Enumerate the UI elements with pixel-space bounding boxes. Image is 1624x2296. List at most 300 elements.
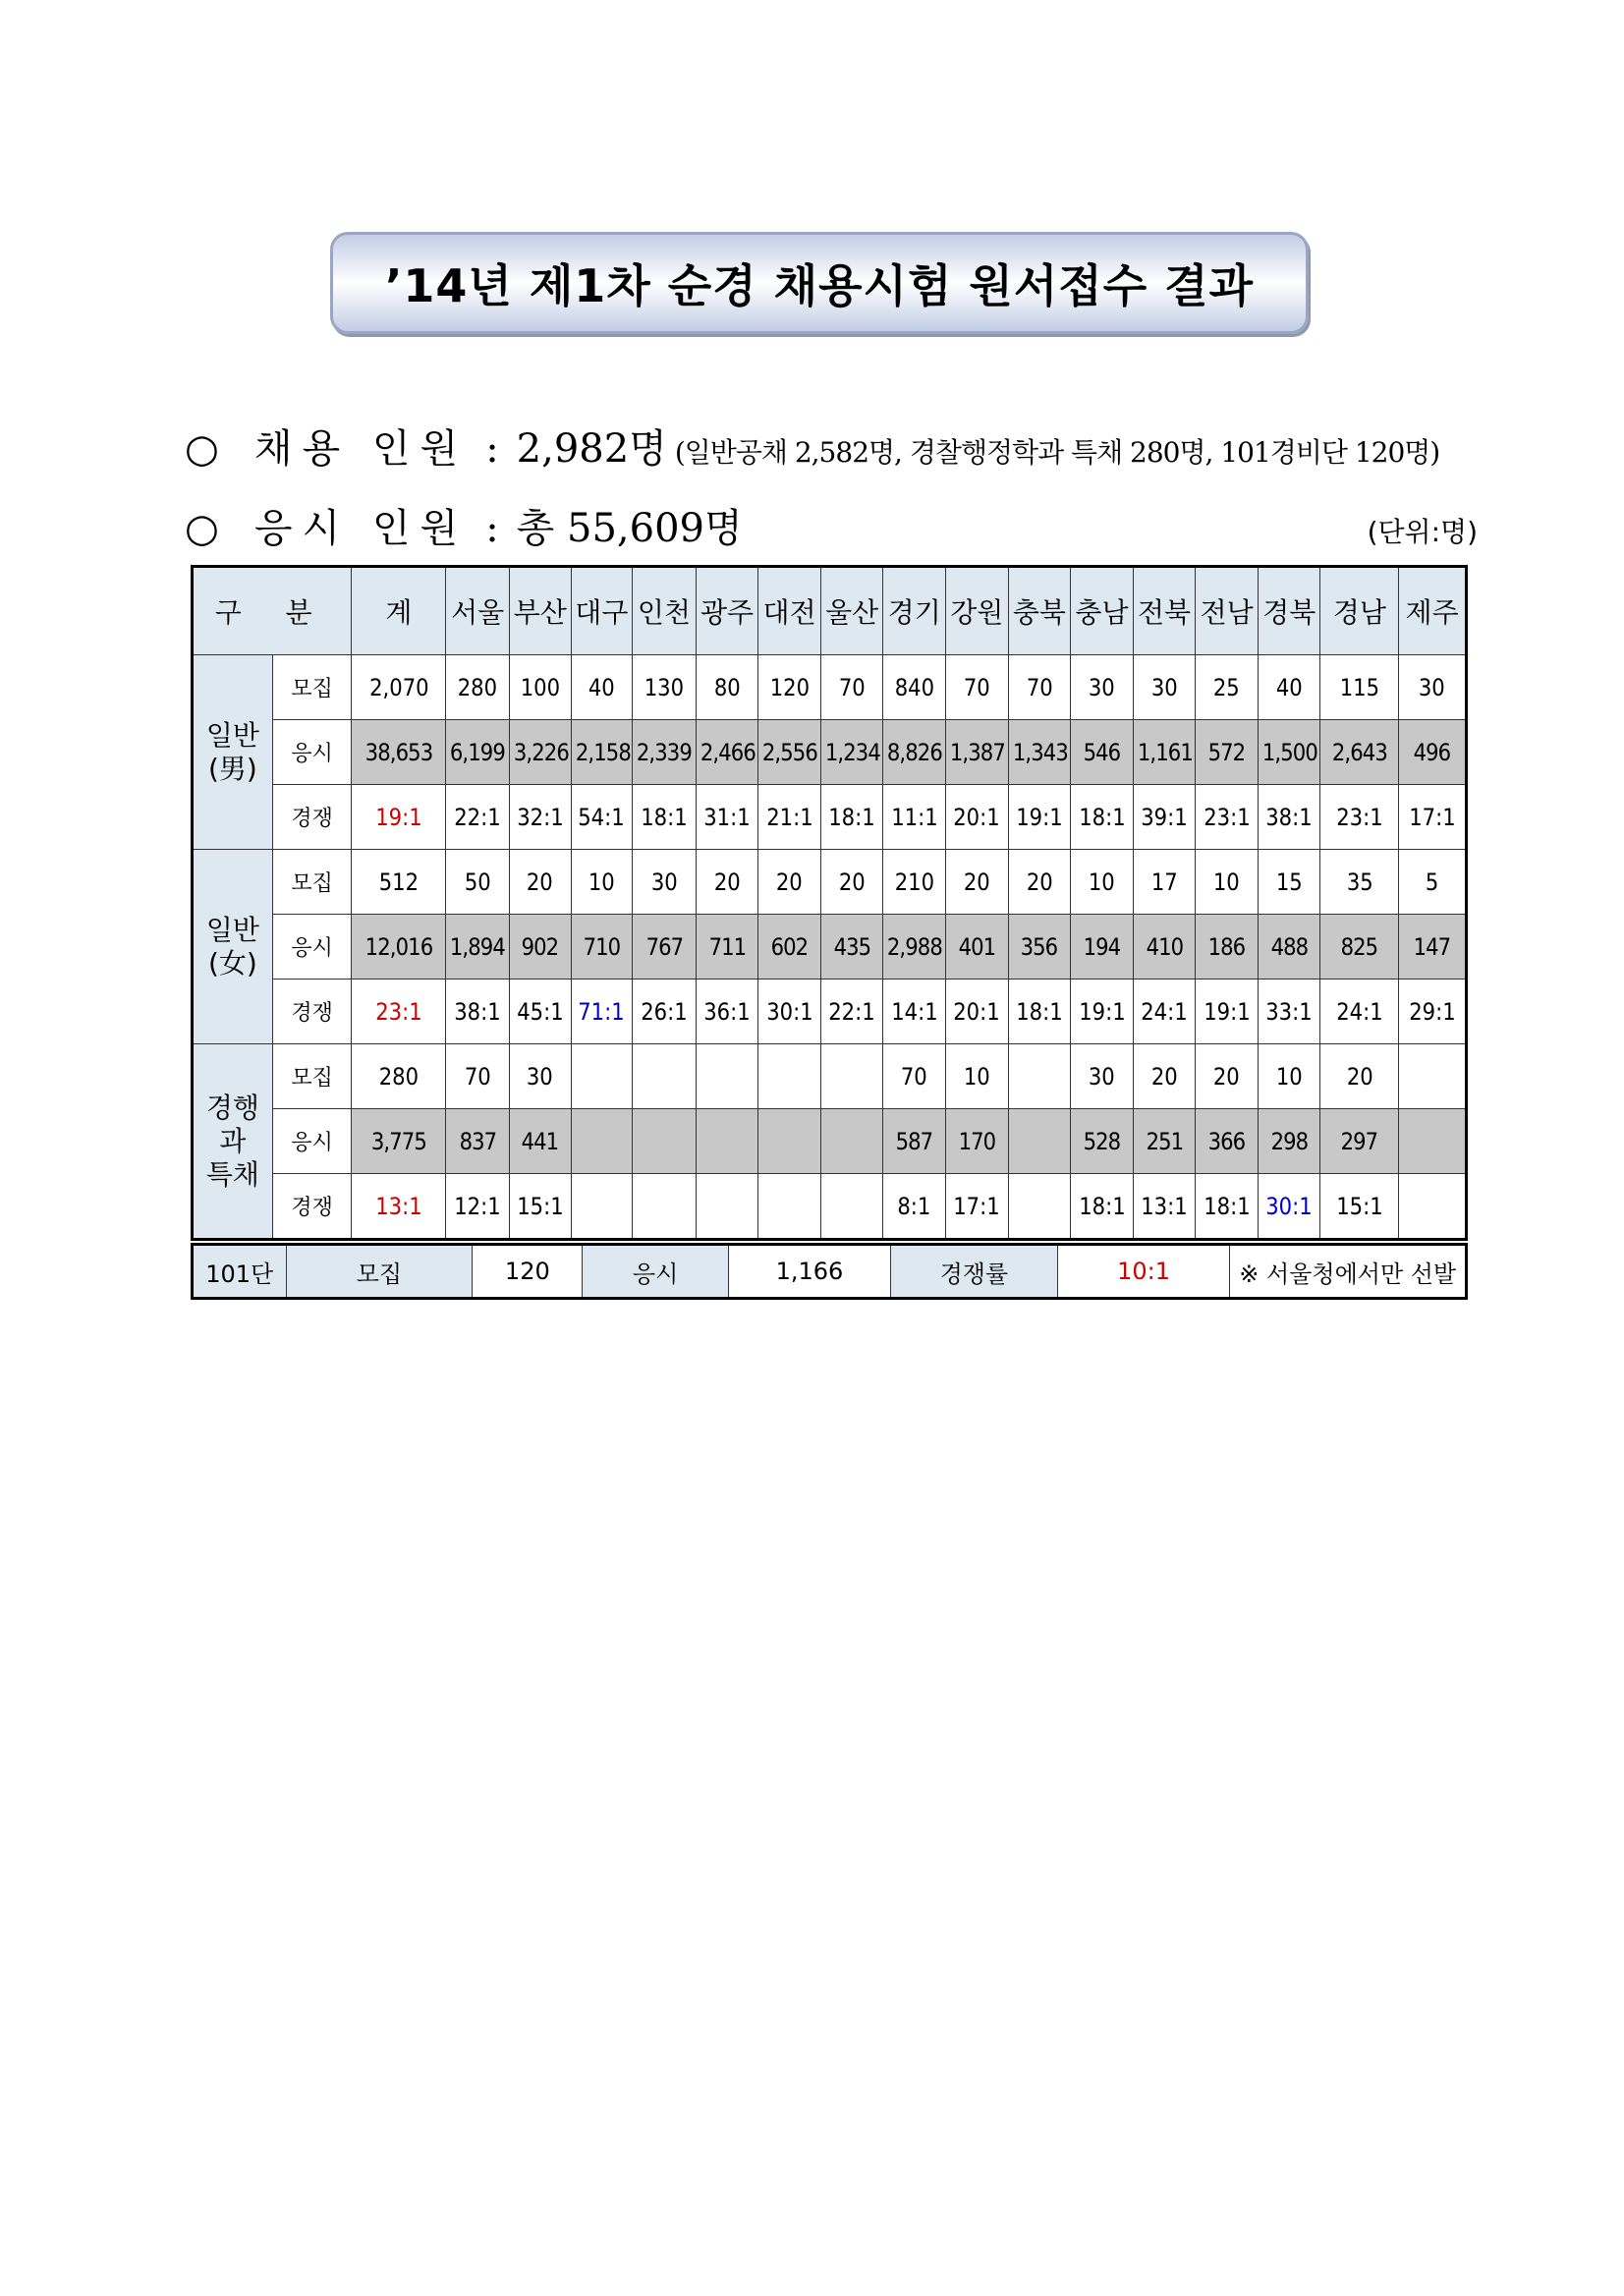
cell-value: 210 xyxy=(894,868,934,896)
cell-recruit xyxy=(1071,1044,1134,1109)
cell-recruit xyxy=(1008,1044,1071,1109)
unit-101-row xyxy=(193,1245,1467,1299)
hire-detail: (일반공채 2,582명, 경찰행정학과 특채 280명, 101경비단 120명) xyxy=(674,436,1440,469)
apply-value: 총 55,609명 xyxy=(516,506,743,551)
cell-recruit xyxy=(571,655,633,720)
cell-recruit xyxy=(758,655,821,720)
header-region: 인천 xyxy=(633,567,697,655)
cell-apply xyxy=(758,1109,821,1174)
cell-ratio xyxy=(1258,980,1320,1044)
group-label: 일반 (男) xyxy=(193,655,273,850)
cell-recruit xyxy=(446,655,510,720)
cell-value: 17:1 xyxy=(1408,803,1456,831)
cell-value: 840 xyxy=(894,673,934,701)
cell-ratio xyxy=(1071,785,1134,850)
cell-recruit xyxy=(1399,1044,1467,1109)
cell-value: 825 xyxy=(1341,932,1378,961)
cell-apply xyxy=(633,915,697,980)
cell-value: 14:1 xyxy=(891,997,938,1026)
cell-apply xyxy=(1008,720,1071,785)
cell-recruit xyxy=(696,850,758,915)
cell-value: 18:1 xyxy=(1016,997,1063,1026)
header-region: 경남 xyxy=(1320,567,1399,655)
cell-value: 70 xyxy=(963,673,990,701)
cell-value: 6,199 xyxy=(450,738,506,766)
cell-value: 33:1 xyxy=(1265,997,1313,1026)
cell-ratio xyxy=(571,785,633,850)
cell-value: 13:1 xyxy=(375,1192,422,1220)
cell-value: 1,894 xyxy=(450,932,506,961)
cell-recruit xyxy=(571,1044,633,1109)
cell-value: 572 xyxy=(1207,738,1246,766)
unit-101-apply-value: 1,166 xyxy=(728,1245,890,1299)
header-region: 강원 xyxy=(946,567,1009,655)
cell-value: 70 xyxy=(1026,673,1053,701)
cell-apply xyxy=(1133,915,1196,980)
cell-apply xyxy=(1399,720,1467,785)
cell-ratio xyxy=(633,1174,697,1240)
cell-value: 20 xyxy=(713,868,741,896)
title-banner xyxy=(330,232,1309,334)
cell-ratio xyxy=(446,1174,510,1240)
table-row xyxy=(193,1109,1467,1174)
unit-101-recruit-value: 120 xyxy=(473,1245,583,1299)
cell-value: 12:1 xyxy=(454,1192,501,1220)
cell-value: 100 xyxy=(520,673,560,701)
header-region: 계 xyxy=(352,567,446,655)
cell-value: 546 xyxy=(1083,738,1121,766)
cell-ratio xyxy=(1196,1174,1259,1240)
cell-recruit xyxy=(633,655,697,720)
cell-recruit xyxy=(946,655,1009,720)
cell-value: 20 xyxy=(963,868,990,896)
cell-value: 251 xyxy=(1146,1127,1183,1155)
cell-recruit xyxy=(352,850,446,915)
cell-value: 20:1 xyxy=(953,803,1001,831)
cell-ratio xyxy=(883,785,946,850)
cell-ratio xyxy=(820,980,883,1044)
cell-apply xyxy=(509,720,571,785)
row-type-label: 경쟁 xyxy=(272,980,352,1044)
cell-apply xyxy=(696,720,758,785)
cell-value: 1,500 xyxy=(1261,738,1317,766)
cell-value: 2,988 xyxy=(887,932,943,961)
cell-value: 21:1 xyxy=(765,803,813,831)
cell-value: 10 xyxy=(588,868,615,896)
table-row xyxy=(193,1044,1467,1109)
cell-value: 5 xyxy=(1425,868,1439,896)
cell-apply xyxy=(1133,720,1196,785)
cell-apply xyxy=(1071,720,1134,785)
header-region: 대구 xyxy=(571,567,633,655)
cell-ratio xyxy=(1196,785,1259,850)
cell-ratio xyxy=(509,1174,571,1240)
unit-101-recruit-label: 모집 xyxy=(286,1245,473,1299)
cell-apply xyxy=(946,1109,1009,1174)
cell-value: 435 xyxy=(833,932,870,961)
cell-ratio xyxy=(883,980,946,1044)
header-region: 제주 xyxy=(1399,567,1467,655)
cell-value: 19:1 xyxy=(375,803,422,831)
cell-apply xyxy=(352,720,446,785)
apply-colon: : xyxy=(485,506,499,551)
cell-value: 80 xyxy=(713,673,741,701)
cell-value: 366 xyxy=(1207,1127,1246,1155)
row-type-label: 응시 xyxy=(272,1109,352,1174)
cell-value: 2,466 xyxy=(700,738,756,766)
cell-apply xyxy=(820,1109,883,1174)
cell-value: 30:1 xyxy=(765,997,813,1026)
cell-ratio xyxy=(946,980,1009,1044)
cell-value: 30 xyxy=(527,1062,554,1091)
cell-value: 18:1 xyxy=(641,803,688,831)
bullet-circle-icon: ○ xyxy=(185,506,219,551)
cell-value: 837 xyxy=(459,1127,496,1155)
hire-colon: : xyxy=(485,426,499,472)
cell-apply xyxy=(509,915,571,980)
cell-value: 18:1 xyxy=(1078,1192,1126,1220)
cell-apply xyxy=(1258,1109,1320,1174)
cell-value: 602 xyxy=(770,932,809,961)
cell-value: 10 xyxy=(963,1062,990,1091)
cell-recruit xyxy=(696,655,758,720)
cell-value: 22:1 xyxy=(454,803,501,831)
cell-apply xyxy=(696,1109,758,1174)
cell-apply xyxy=(1071,1109,1134,1174)
cell-value: 29:1 xyxy=(1408,997,1456,1026)
header-region: 대전 xyxy=(758,567,821,655)
cell-recruit xyxy=(1196,655,1259,720)
cell-apply xyxy=(446,1109,510,1174)
cell-apply xyxy=(571,720,633,785)
cell-ratio xyxy=(1008,980,1071,1044)
page-title: ’14년 제1차 순경 채용시험 원서접수 결과 xyxy=(384,259,1255,312)
cell-ratio xyxy=(1133,785,1196,850)
header-region: 충남 xyxy=(1071,567,1134,655)
cell-value: 22:1 xyxy=(828,997,875,1026)
cell-value: 36:1 xyxy=(703,997,751,1026)
cell-value: 45:1 xyxy=(517,997,564,1026)
cell-apply xyxy=(758,915,821,980)
cell-recruit xyxy=(571,850,633,915)
cell-recruit xyxy=(758,1044,821,1109)
cell-recruit xyxy=(1320,655,1399,720)
cell-recruit xyxy=(1196,850,1259,915)
cell-value: 2,070 xyxy=(368,673,429,701)
cell-value: 35 xyxy=(1346,868,1373,896)
cell-recruit xyxy=(1133,850,1196,915)
table-row xyxy=(193,980,1467,1044)
cell-value: 2,643 xyxy=(1331,738,1387,766)
cell-value: 38:1 xyxy=(454,997,501,1026)
cell-apply xyxy=(1196,720,1259,785)
cell-value: 298 xyxy=(1270,1127,1309,1155)
cell-ratio xyxy=(1320,1174,1399,1240)
group-label: 경행과 특채 xyxy=(193,1044,273,1240)
cell-value: 18:1 xyxy=(1203,1192,1251,1220)
cell-value: 30 xyxy=(1089,673,1115,701)
cell-value: 15:1 xyxy=(517,1192,564,1220)
cell-ratio xyxy=(1399,785,1467,850)
cell-ratio xyxy=(1399,980,1467,1044)
cell-apply xyxy=(1008,1109,1071,1174)
cell-ratio xyxy=(446,785,510,850)
cell-value: 18:1 xyxy=(828,803,875,831)
cell-value: 54:1 xyxy=(578,803,626,831)
cell-value: 8,826 xyxy=(887,738,943,766)
cell-recruit xyxy=(509,850,571,915)
cell-ratio xyxy=(1399,1174,1467,1240)
cell-apply xyxy=(352,1109,446,1174)
cell-value: 40 xyxy=(588,673,615,701)
cell-ratio xyxy=(1258,1174,1320,1240)
apply-summary xyxy=(185,497,1478,552)
cell-apply xyxy=(1196,915,1259,980)
cell-value: 147 xyxy=(1413,932,1451,961)
cell-ratio xyxy=(1133,980,1196,1044)
cell-value: 13:1 xyxy=(1141,1192,1188,1220)
header-region: 서울 xyxy=(446,567,510,655)
cell-value: 3,775 xyxy=(370,1127,426,1155)
cell-recruit xyxy=(446,850,510,915)
header-region: 충북 xyxy=(1008,567,1071,655)
cell-value: 38,653 xyxy=(364,738,433,766)
cell-value: 32:1 xyxy=(517,803,564,831)
cell-recruit xyxy=(820,850,883,915)
cell-value: 12,016 xyxy=(364,932,433,961)
cell-ratio xyxy=(352,980,446,1044)
cell-recruit xyxy=(758,850,821,915)
bullet-circle-icon: ○ xyxy=(185,426,219,472)
cell-value: 902 xyxy=(521,932,559,961)
cell-apply xyxy=(1071,915,1134,980)
cell-value: 20 xyxy=(1346,1062,1373,1091)
cell-ratio xyxy=(820,785,883,850)
cell-value: 40 xyxy=(1275,673,1303,701)
cell-ratio xyxy=(1258,785,1320,850)
table-row xyxy=(193,720,1467,785)
row-type-label: 경쟁 xyxy=(272,1174,352,1240)
table-row xyxy=(193,915,1467,980)
cell-recruit xyxy=(1008,655,1071,720)
cell-recruit xyxy=(1258,1044,1320,1109)
header-region: 경기 xyxy=(883,567,946,655)
row-type-label: 응시 xyxy=(272,720,352,785)
cell-value: 70 xyxy=(901,1062,928,1091)
cell-value: 1,343 xyxy=(1012,738,1068,766)
cell-value: 17:1 xyxy=(953,1192,1001,1220)
cell-apply xyxy=(1258,720,1320,785)
cell-value: 20 xyxy=(1213,1062,1241,1091)
cell-value: 24:1 xyxy=(1336,997,1383,1026)
cell-apply xyxy=(883,1109,946,1174)
cell-value: 10 xyxy=(1275,1062,1303,1091)
cell-recruit xyxy=(352,655,446,720)
cell-value: 26:1 xyxy=(641,997,688,1026)
cell-value: 194 xyxy=(1083,932,1121,961)
cell-value: 70 xyxy=(838,673,866,701)
cell-value: 30 xyxy=(650,868,678,896)
cell-apply xyxy=(352,915,446,980)
cell-recruit xyxy=(1320,850,1399,915)
cell-apply xyxy=(1399,915,1467,980)
cell-ratio xyxy=(633,785,697,850)
cell-value: 1,234 xyxy=(824,738,880,766)
cell-apply xyxy=(1320,915,1399,980)
row-type-label: 모집 xyxy=(272,1044,352,1109)
apply-label: 응시 인원 xyxy=(253,506,469,551)
cell-value: 280 xyxy=(378,1062,420,1091)
cell-ratio xyxy=(352,785,446,850)
cell-ratio xyxy=(946,785,1009,850)
cell-value: 401 xyxy=(958,932,996,961)
cell-value: 71:1 xyxy=(578,997,626,1026)
cell-recruit xyxy=(1258,655,1320,720)
cell-value: 587 xyxy=(895,1127,933,1155)
cell-value: 30 xyxy=(1419,673,1446,701)
cell-apply xyxy=(509,1109,571,1174)
cell-recruit xyxy=(946,1044,1009,1109)
header-region: 경북 xyxy=(1258,567,1320,655)
cell-value: 19:1 xyxy=(1078,997,1126,1026)
cell-value: 20 xyxy=(838,868,866,896)
header-region: 광주 xyxy=(696,567,758,655)
table-header-row xyxy=(193,567,1467,655)
cell-recruit xyxy=(883,1044,946,1109)
cell-value: 528 xyxy=(1083,1127,1121,1155)
cell-value: 19:1 xyxy=(1203,997,1251,1026)
cell-value: 31:1 xyxy=(703,803,751,831)
cell-ratio xyxy=(571,980,633,1044)
cell-value: 20 xyxy=(1026,868,1053,896)
cell-value: 767 xyxy=(645,932,683,961)
cell-value: 11:1 xyxy=(891,803,938,831)
cell-recruit xyxy=(1071,850,1134,915)
cell-ratio xyxy=(820,1174,883,1240)
cell-ratio xyxy=(1008,785,1071,850)
cell-value: 17 xyxy=(1150,868,1178,896)
cell-value: 2,339 xyxy=(636,738,693,766)
cell-value: 496 xyxy=(1413,738,1451,766)
cell-apply xyxy=(946,720,1009,785)
cell-recruit xyxy=(509,655,571,720)
cell-value: 20 xyxy=(776,868,804,896)
cell-value: 19:1 xyxy=(1016,803,1063,831)
cell-value: 120 xyxy=(769,673,810,701)
cell-recruit xyxy=(1133,655,1196,720)
cell-value: 441 xyxy=(521,1127,559,1155)
cell-recruit xyxy=(1399,655,1467,720)
cell-value: 186 xyxy=(1207,932,1246,961)
table-row xyxy=(193,655,1467,720)
cell-recruit xyxy=(696,1044,758,1109)
cell-ratio xyxy=(696,785,758,850)
cell-value: 15:1 xyxy=(1336,1192,1383,1220)
cell-value: 1,387 xyxy=(949,738,1005,766)
cell-recruit xyxy=(633,850,697,915)
row-type-label: 응시 xyxy=(272,915,352,980)
cell-value: 356 xyxy=(1021,932,1058,961)
cell-apply xyxy=(1399,1109,1467,1174)
cell-value: 130 xyxy=(644,673,685,701)
row-type-label: 경쟁 xyxy=(272,785,352,850)
cell-ratio xyxy=(1133,1174,1196,1240)
cell-apply xyxy=(696,915,758,980)
cell-ratio xyxy=(633,980,697,1044)
cell-value: 115 xyxy=(1339,673,1380,701)
cell-value: 24:1 xyxy=(1141,997,1188,1026)
cell-apply xyxy=(446,915,510,980)
cell-value: 10 xyxy=(1089,868,1115,896)
cell-value: 30 xyxy=(1150,673,1178,701)
cell-apply xyxy=(1133,1109,1196,1174)
cell-apply xyxy=(883,720,946,785)
hire-label: 채용 인원 xyxy=(253,426,469,472)
unit-101-note: ※ 서울청에서만 선발 xyxy=(1230,1245,1467,1299)
cell-recruit xyxy=(1399,850,1467,915)
cell-apply xyxy=(1320,720,1399,785)
cell-recruit xyxy=(509,1044,571,1109)
cell-value: 25 xyxy=(1213,673,1241,701)
cell-value: 39:1 xyxy=(1141,803,1188,831)
header-region: 부산 xyxy=(509,567,571,655)
cell-ratio xyxy=(352,1174,446,1240)
cell-value: 70 xyxy=(464,1062,491,1091)
row-type-label: 모집 xyxy=(272,850,352,915)
cell-value: 297 xyxy=(1341,1127,1378,1155)
cell-ratio xyxy=(946,1174,1009,1240)
cell-ratio xyxy=(1196,980,1259,1044)
header-region: 전남 xyxy=(1196,567,1259,655)
header-region: 울산 xyxy=(820,567,883,655)
table-row xyxy=(193,850,1467,915)
cell-ratio xyxy=(758,980,821,1044)
unit-101-ratio-value: 10:1 xyxy=(1057,1245,1230,1299)
cell-value: 10 xyxy=(1213,868,1241,896)
cell-ratio xyxy=(1071,980,1134,1044)
cell-recruit xyxy=(1133,1044,1196,1109)
cell-recruit xyxy=(820,1044,883,1109)
cell-apply xyxy=(633,720,697,785)
cell-apply xyxy=(883,915,946,980)
cell-ratio xyxy=(1071,1174,1134,1240)
cell-value: 18:1 xyxy=(1078,803,1126,831)
unit-101-ratio-label: 경쟁률 xyxy=(890,1245,1057,1299)
cell-recruit xyxy=(1071,655,1134,720)
cell-apply xyxy=(946,915,1009,980)
cell-value: 1,161 xyxy=(1137,738,1193,766)
table-row xyxy=(193,1174,1467,1240)
cell-value: 170 xyxy=(958,1127,996,1155)
header-region: 전북 xyxy=(1133,567,1196,655)
cell-recruit xyxy=(883,850,946,915)
table-row xyxy=(193,785,1467,850)
cell-apply xyxy=(571,1109,633,1174)
cell-recruit xyxy=(1196,1044,1259,1109)
cell-value: 3,226 xyxy=(513,738,569,766)
cell-ratio xyxy=(696,980,758,1044)
cell-value: 23:1 xyxy=(1203,803,1251,831)
cell-apply xyxy=(820,720,883,785)
cell-value: 20 xyxy=(527,868,554,896)
cell-recruit xyxy=(1258,850,1320,915)
cell-value: 20 xyxy=(1150,1062,1178,1091)
cell-value: 8:1 xyxy=(897,1192,931,1220)
cell-apply xyxy=(1258,915,1320,980)
cell-recruit xyxy=(446,1044,510,1109)
cell-apply xyxy=(820,915,883,980)
cell-ratio xyxy=(696,1174,758,1240)
